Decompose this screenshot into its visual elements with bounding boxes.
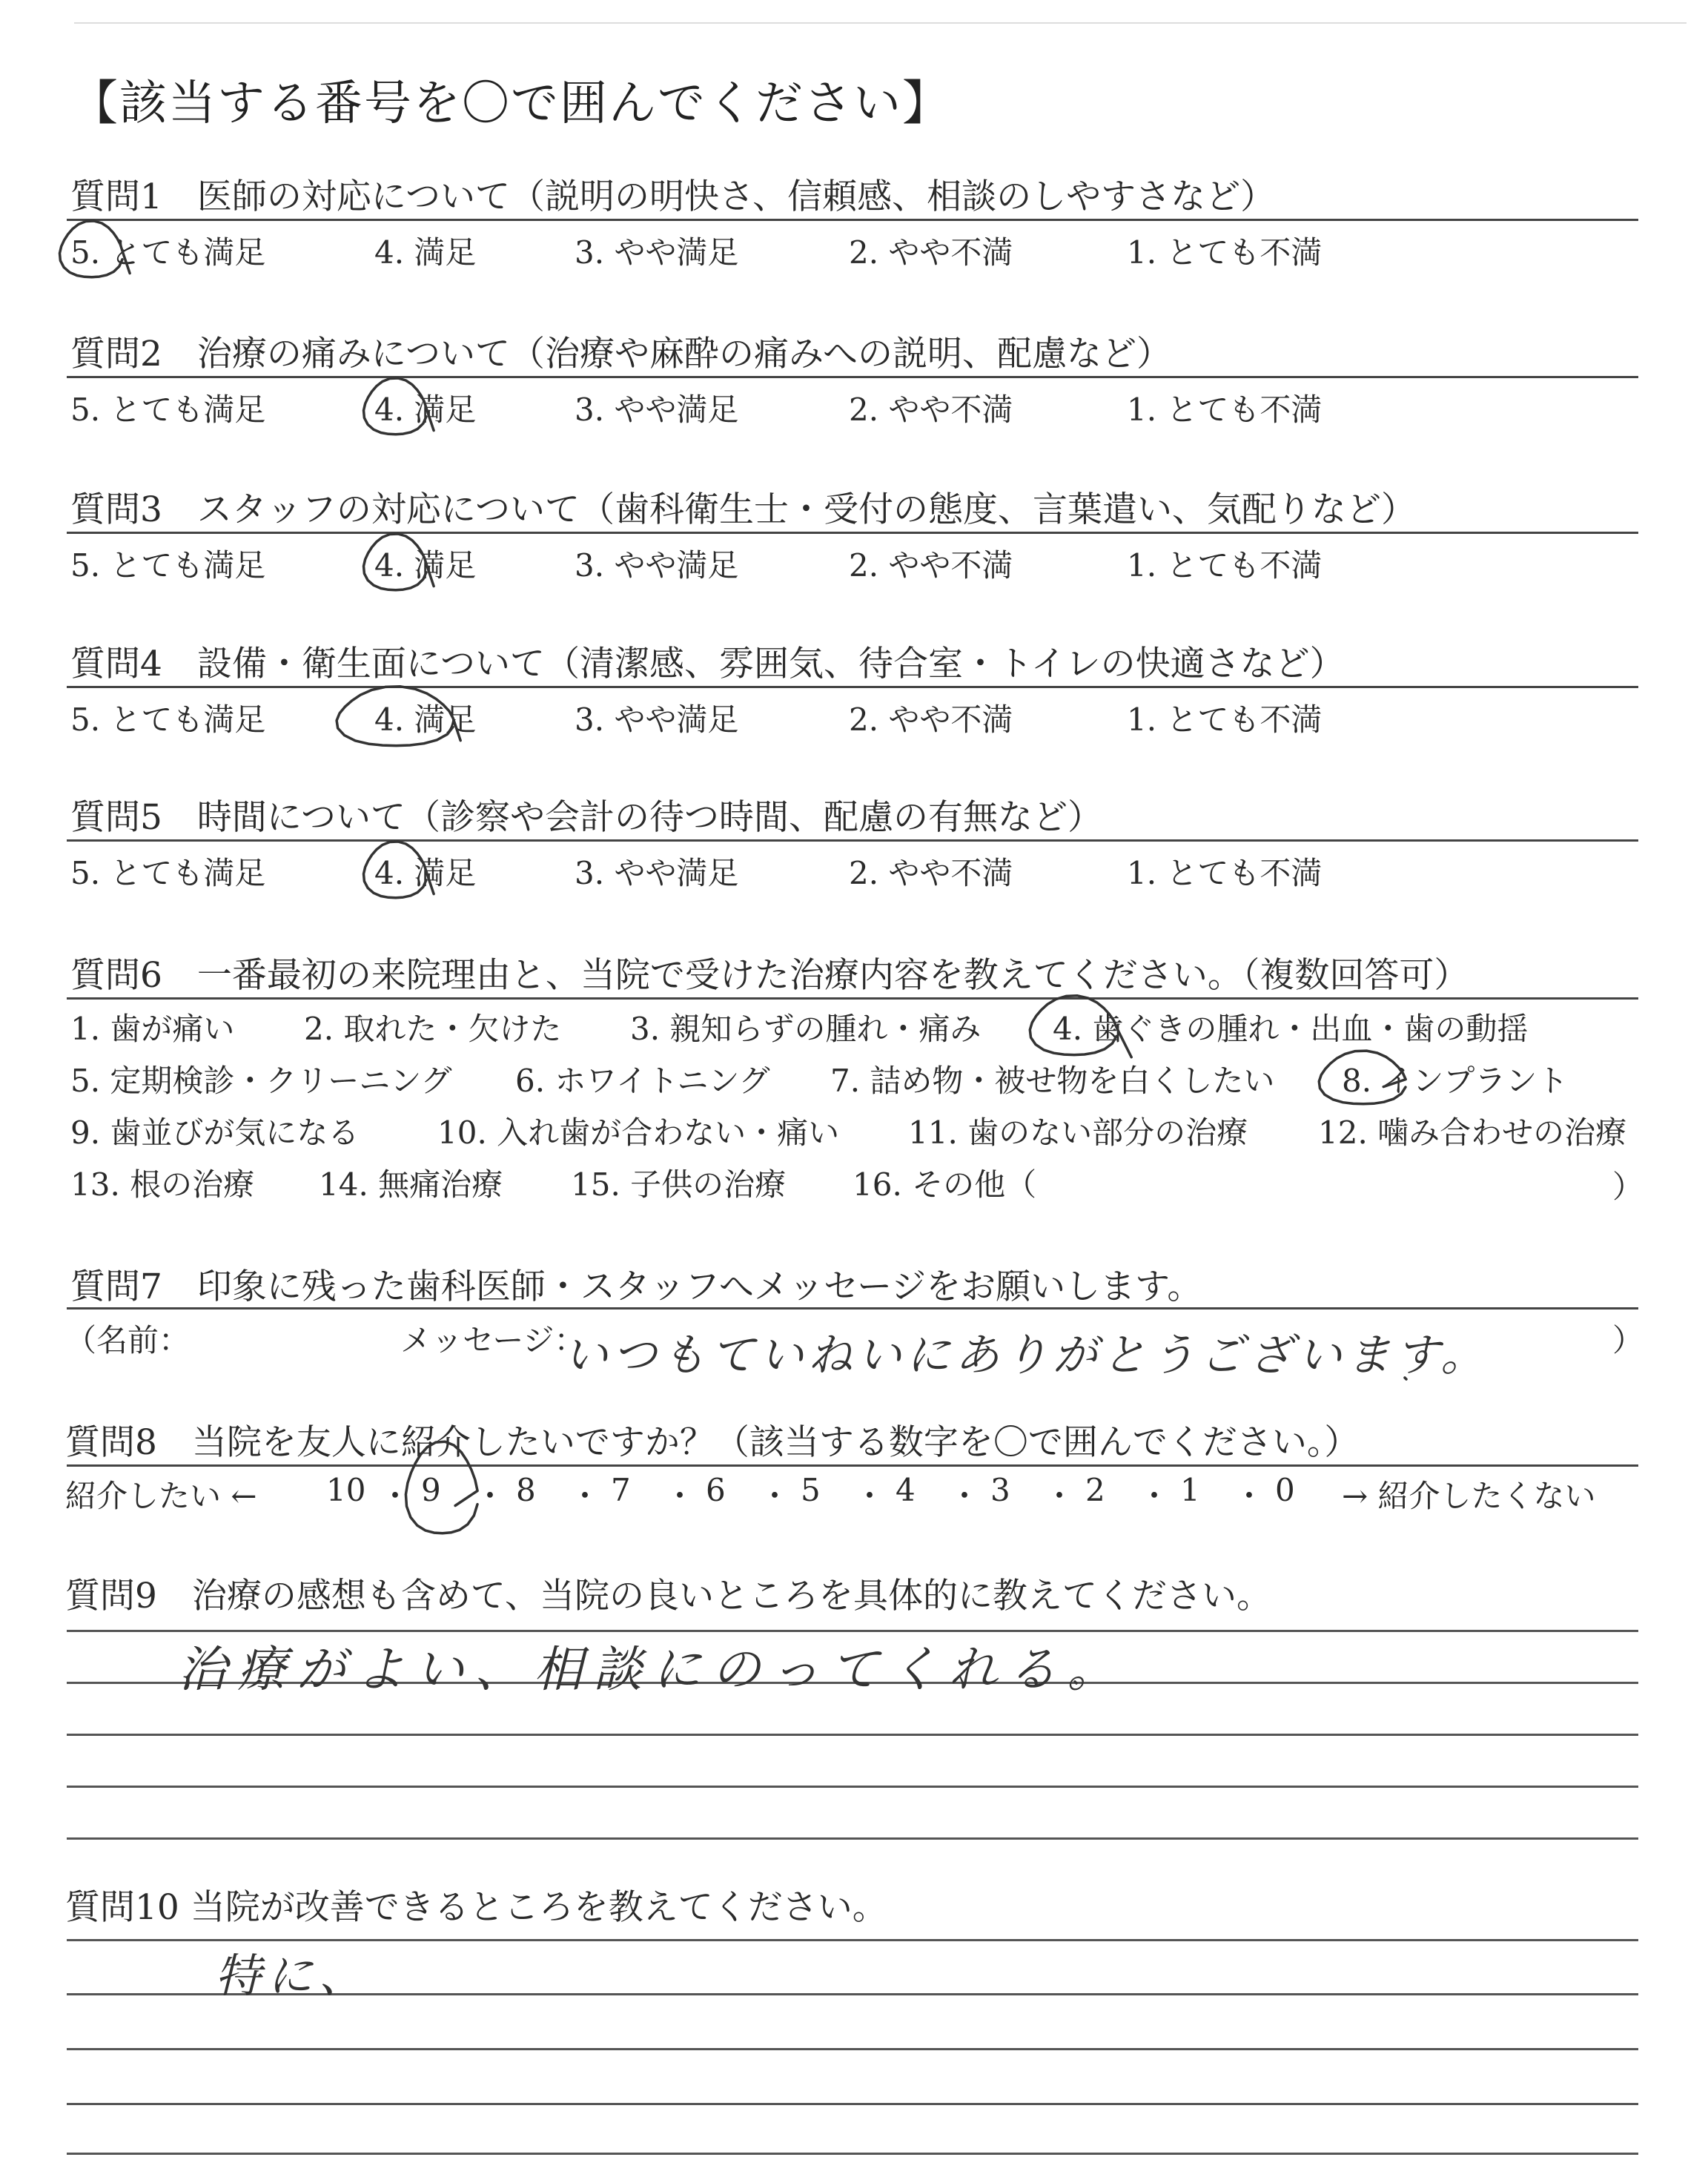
q8-left-label: 紹介したい ← [65, 1478, 257, 1514]
question-2-option[interactable]: 2. やや不満 [849, 392, 1013, 428]
question-1-option[interactable]: 1. とても不満 [1127, 234, 1323, 271]
q8-scale-separator: ・ [1234, 1478, 1265, 1514]
question-5-option[interactable]: 1. とても不満 [1127, 855, 1323, 891]
q7-message-label: メッセージ： [400, 1322, 586, 1358]
question-3-option[interactable]: 1. とても不満 [1127, 547, 1323, 584]
question-4-option[interactable]: 3. やや満足 [575, 701, 739, 738]
question-3-option[interactable]: 4. 満足 [374, 547, 477, 584]
question-4-label: 質問4 設備・衛生面について（清潔感、雰囲気、待合室・トイレの快適さなど） [70, 644, 1345, 684]
q6-option[interactable]: 14. 無痛治療 [319, 1166, 503, 1203]
question-2-option[interactable]: 3. やや満足 [575, 392, 739, 428]
q8-scale-number[interactable]: 4 [896, 1472, 916, 1508]
q8-scale-number[interactable]: 2 [1085, 1472, 1105, 1508]
q8-scale-number[interactable]: 5 [801, 1472, 821, 1508]
circle-mark [364, 842, 434, 898]
q8-scale-separator: ・ [474, 1478, 506, 1514]
question-4-option[interactable]: 2. やや不満 [849, 701, 1013, 738]
q6-close-paren: ） [1612, 1169, 1644, 1205]
q6-option[interactable]: 16. その他（ [853, 1166, 1037, 1203]
q8-scale-number[interactable]: 8 [516, 1472, 536, 1508]
q8-scale-number[interactable]: 9 [421, 1472, 441, 1508]
q8-scale-separator: ・ [1044, 1478, 1076, 1514]
q8-scale-number[interactable]: 7 [611, 1472, 631, 1508]
circle-mark [1319, 1051, 1406, 1104]
q8-right-label: → 紹介したくない [1342, 1478, 1596, 1514]
question-5-option[interactable]: 4. 満足 [374, 855, 477, 891]
question-1-option[interactable]: 3. やや満足 [575, 234, 739, 271]
question-1-option[interactable]: 2. やや不満 [849, 234, 1013, 271]
q10-label: 質問10 当院が改善できるところを教えてください。 [65, 1887, 887, 1928]
q7-close-paren: ） [1612, 1322, 1644, 1358]
circle-mark [60, 221, 130, 277]
q6-option[interactable]: 13. 根の治療 [70, 1166, 255, 1203]
q6-option[interactable]: 7. 詰め物・被せ物を白くしたい [830, 1063, 1275, 1099]
question-2-option[interactable]: 4. 満足 [374, 392, 477, 428]
q6-option[interactable]: 10. 入れ歯が合わない・痛い [437, 1114, 840, 1151]
q6-option[interactable]: 15. 子供の治療 [571, 1166, 787, 1203]
question-1-label: 質問1 医師の対応について（説明の明快さ、信頼感、相談のしやすさなど） [70, 176, 1276, 217]
q6-label: 質問6 一番最初の来院理由と、当院で受けた治療内容を教えてください。（複数回答可） [70, 955, 1469, 996]
question-3-option[interactable]: 5. とても満足 [70, 547, 266, 584]
circle-mark [406, 1441, 477, 1533]
circle-mark [364, 378, 434, 435]
q6-option[interactable]: 6. ホワイトニング [515, 1063, 770, 1099]
q8-scale-number[interactable]: 0 [1275, 1472, 1295, 1508]
q7-message-answer: いつもていねいにありがとうございます。 [563, 1330, 1490, 1381]
q8-scale-number[interactable]: 6 [706, 1472, 726, 1508]
circle-mark [1030, 996, 1131, 1057]
q6-option[interactable]: 2. 取れた・欠けた [304, 1011, 562, 1047]
question-5-label: 質問5 時間について（診察や会計の待つ時間、配慮の有無など） [70, 797, 1102, 838]
question-3-option[interactable]: 3. やや満足 [575, 547, 739, 584]
question-3-option[interactable]: 2. やや不満 [849, 547, 1013, 584]
q8-scale-number[interactable]: 3 [990, 1472, 1010, 1508]
q6-option[interactable]: 8. インプラント [1342, 1063, 1569, 1099]
q6-option[interactable]: 5. 定期検診・クリーニング [70, 1063, 452, 1099]
question-4-option[interactable]: 4. 満足 [374, 701, 477, 738]
question-5-option[interactable]: 5. とても満足 [70, 855, 266, 891]
q8-scale-number[interactable]: 1 [1180, 1472, 1200, 1508]
page-heading: 【該当する番号を〇で囲んでください】 [70, 76, 951, 131]
q8-scale-number[interactable]: 10 [326, 1472, 366, 1508]
question-5-option[interactable]: 3. やや満足 [575, 855, 739, 891]
q8-scale-separator: ・ [949, 1478, 981, 1514]
circle-mark [364, 534, 434, 590]
q8-label: 質問8 当院を友人に紹介したいですか？（該当する数字を〇で囲んでください。） [65, 1422, 1360, 1463]
ink-dot [1405, 1378, 1406, 1379]
q9-label: 質問9 治療の感想も含めて、当院の良いところを具体的に教えてください。 [65, 1576, 1271, 1616]
question-3-label: 質問3 スタッフの対応について（歯科衛生士・受付の態度、言葉遣い、気配りなど） [70, 489, 1416, 530]
q8-scale-separator: ・ [380, 1478, 411, 1514]
q6-option[interactable]: 1. 歯が痛い [70, 1011, 235, 1047]
question-2-option[interactable]: 1. とても不満 [1127, 392, 1323, 428]
question-1-option[interactable]: 5. とても満足 [70, 234, 266, 271]
question-2-label: 質問2 治療の痛みについて（治療や麻酔の痛みへの説明、配慮など） [70, 334, 1172, 374]
q7-name-label: （名前： [65, 1322, 191, 1358]
circle-mark [337, 687, 460, 746]
q6-option[interactable]: 11. 歯のない部分の治療 [908, 1114, 1248, 1151]
q7-label: 質問7 印象に残った歯科医師・スタッフへメッセージをお願いします。 [70, 1266, 1202, 1307]
ink-dot [1075, 1682, 1076, 1683]
q8-scale-separator: ・ [569, 1478, 601, 1514]
question-2-option[interactable]: 5. とても満足 [70, 392, 266, 428]
question-5-option[interactable]: 2. やや不満 [849, 855, 1013, 891]
q8-scale-separator: ・ [854, 1478, 886, 1514]
q8-scale-separator: ・ [759, 1478, 791, 1514]
q8-scale-separator: ・ [1139, 1478, 1171, 1514]
question-1-option[interactable]: 4. 満足 [374, 234, 477, 271]
q10-answer: 特に、 [215, 1949, 371, 2003]
question-4-option[interactable]: 5. とても満足 [70, 701, 266, 738]
q6-option[interactable]: 4. 歯ぐきの腫れ・出血・歯の動揺 [1053, 1011, 1529, 1047]
q9-answer: 治療がよい、相談にのってくれる。 [178, 1641, 1127, 1698]
question-4-option[interactable]: 1. とても不満 [1127, 701, 1323, 738]
q8-scale-separator: ・ [664, 1478, 696, 1514]
q6-option[interactable]: 12. 噛み合わせの治療 [1318, 1114, 1627, 1151]
q6-option[interactable]: 3. 親知らずの腫れ・痛み [630, 1011, 982, 1047]
q6-option[interactable]: 9. 歯並びが気になる [70, 1114, 360, 1151]
